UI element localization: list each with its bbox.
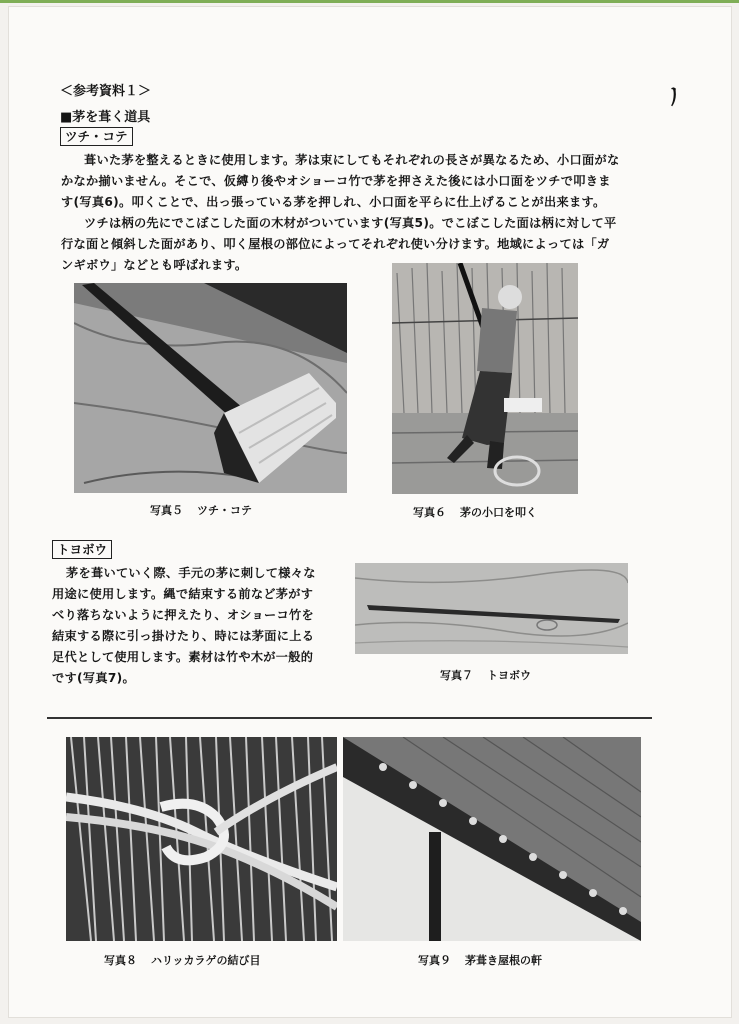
caption-number: 写真７ (440, 669, 473, 682)
tool2-line: 用途に使用します。縄で結束する前など茅がす (52, 587, 314, 601)
caption-number: 写真６ (413, 506, 446, 519)
tool2-line: 足代として使用します。素材は竹や木が一般的 (52, 650, 314, 664)
caption-text: トヨボウ (487, 669, 531, 682)
tool2-line: べり落ちないように押えたり、オショーコ竹を (52, 608, 314, 622)
caption-number: 写真５ (150, 504, 183, 517)
tool2-label: トヨボウ (52, 540, 112, 559)
caption-photo-8 (104, 952, 261, 968)
scan-edge-line (0, 0, 739, 3)
caption-photo-5 (150, 502, 252, 518)
caption-text: ツチ・コテ (197, 504, 252, 517)
tool2-line: 茅を葺いていく際、手元の茅に刺して様々な (66, 566, 316, 580)
section-title: ■茅を葺く道具 (60, 110, 151, 125)
tool2-line: です(写真7)。 (52, 671, 135, 685)
tool1-line: 行な面と傾斜した面があり、叩く屋根の部位によってそれぞれ使い分けます。地域によっては「ガ (61, 237, 610, 251)
section-divider (47, 717, 652, 719)
tool1-line: ンギボウ」などとも呼ばれます。 (61, 258, 248, 272)
caption-number: 写真９ (418, 954, 451, 967)
tool1-line: す(写真6)。叩くことで、出っ張っている茅を押しれ、小口面を平らに仕上げることが出来ます。 (61, 195, 606, 209)
photo-5-mallet (74, 283, 347, 493)
tool1-line: かなか揃いません。そこで、仮縛り後やオショーコ竹で茅を押さえた後には小口面をツチで叩きま (61, 174, 611, 188)
tool1-line: 葺いた茅を整えるときに使用します。茅は束にしてもそれぞれの長さが異なるため、小口面がな (84, 153, 620, 167)
tool2-line: 結束する際に引っ掛けたり、時には茅面に上る (52, 629, 315, 643)
caption-text: 茅葺き屋根の軒 (465, 954, 542, 967)
tool1-line: ツチは柄の先にでこぼこした面の木材がついています(写真5)。でこぼこした面は柄に対して平 (84, 216, 617, 230)
caption-text: 茅の小口を叩く (460, 506, 537, 519)
photo-7-stick (355, 563, 628, 654)
photo-6-worker (392, 263, 578, 494)
caption-text: ハリッカラゲの結び目 (151, 954, 261, 967)
photo-9-eaves (343, 737, 641, 941)
tool1-label: ツチ・コテ (60, 127, 133, 146)
caption-photo-6 (413, 504, 537, 520)
pen-mark: ﾉ (664, 83, 684, 112)
reference-title: ＜参考資料１＞ (60, 84, 152, 99)
caption-photo-9 (418, 952, 542, 968)
caption-number: 写真８ (104, 954, 137, 967)
caption-photo-7 (440, 667, 531, 683)
photo-8-knot (66, 737, 337, 941)
